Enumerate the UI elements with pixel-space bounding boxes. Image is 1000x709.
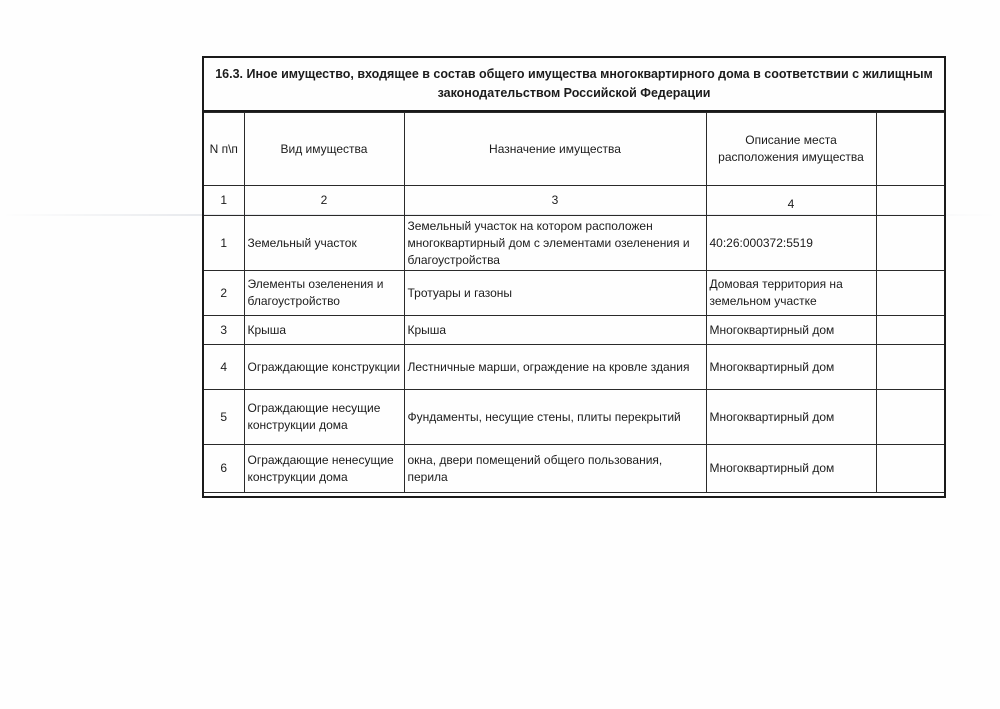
property-purpose: Лестничные марши, ограждение на кровле здания (404, 345, 706, 390)
property-type: Ограждающие ненесущие конструкции дома (244, 445, 404, 493)
row-number: 3 (204, 316, 244, 345)
property-location: Многоквартирный дом (706, 345, 876, 390)
property-type: Крыша (244, 316, 404, 345)
column-number: 4 (706, 186, 876, 216)
empty-cell (876, 271, 944, 316)
property-purpose: Тротуары и газоны (404, 271, 706, 316)
property-type: Ограждающие конструкции (244, 345, 404, 390)
property-table-frame (202, 56, 946, 498)
empty-cell (876, 345, 944, 390)
header-location: Описание места расположения имущества (706, 113, 876, 186)
header-number: N п\п (204, 113, 244, 186)
column-number: 2 (244, 186, 404, 216)
empty-cell (876, 216, 944, 271)
section-title: 16.3. Иное имущество, входящее в состав общего имущества многоквартирного дома в соответствии с жилищным законодательством Российской Федерации (204, 58, 944, 112)
header-empty (876, 113, 944, 186)
property-type: Земельный участок (244, 216, 404, 271)
row-number: 2 (204, 271, 244, 316)
row-number: 4 (204, 345, 244, 390)
table-row (204, 445, 944, 493)
empty-cell (876, 445, 944, 493)
property-location: Многоквартирный дом (706, 445, 876, 493)
property-purpose: Крыша (404, 316, 706, 345)
table-row (204, 345, 944, 390)
property-type: Ограждающие несущие конструкции дома (244, 390, 404, 445)
header-property-purpose: Назначение имущества (404, 113, 706, 186)
empty-cell (876, 186, 944, 216)
table-row (204, 271, 944, 316)
property-location: Домовая территория на земельном участке (706, 271, 876, 316)
header-property-type: Вид имущества (244, 113, 404, 186)
property-type: Элементы озеленения и благоустройство (244, 271, 404, 316)
header-row (204, 113, 944, 186)
property-table (204, 112, 944, 493)
row-number: 6 (204, 445, 244, 493)
column-number: 1 (204, 186, 244, 216)
row-number: 1 (204, 216, 244, 271)
column-number-row (204, 186, 944, 216)
property-purpose: окна, двери помещений общего пользования, перила (404, 445, 706, 493)
property-purpose: Фундаменты, несущие стены, плиты перекрытий (404, 390, 706, 445)
row-number: 5 (204, 390, 244, 445)
property-purpose: Земельный участок на котором расположен многоквартирный дом с элементами озеленения и благоустройства (404, 216, 706, 271)
property-location: Многоквартирный дом (706, 316, 876, 345)
table-row (204, 390, 944, 445)
table-row (204, 316, 944, 345)
property-location: 40:26:000372:5519 (706, 216, 876, 271)
property-location: Многоквартирный дом (706, 390, 876, 445)
empty-cell (876, 390, 944, 445)
column-number: 3 (404, 186, 706, 216)
empty-cell (876, 316, 944, 345)
table-row (204, 216, 944, 271)
